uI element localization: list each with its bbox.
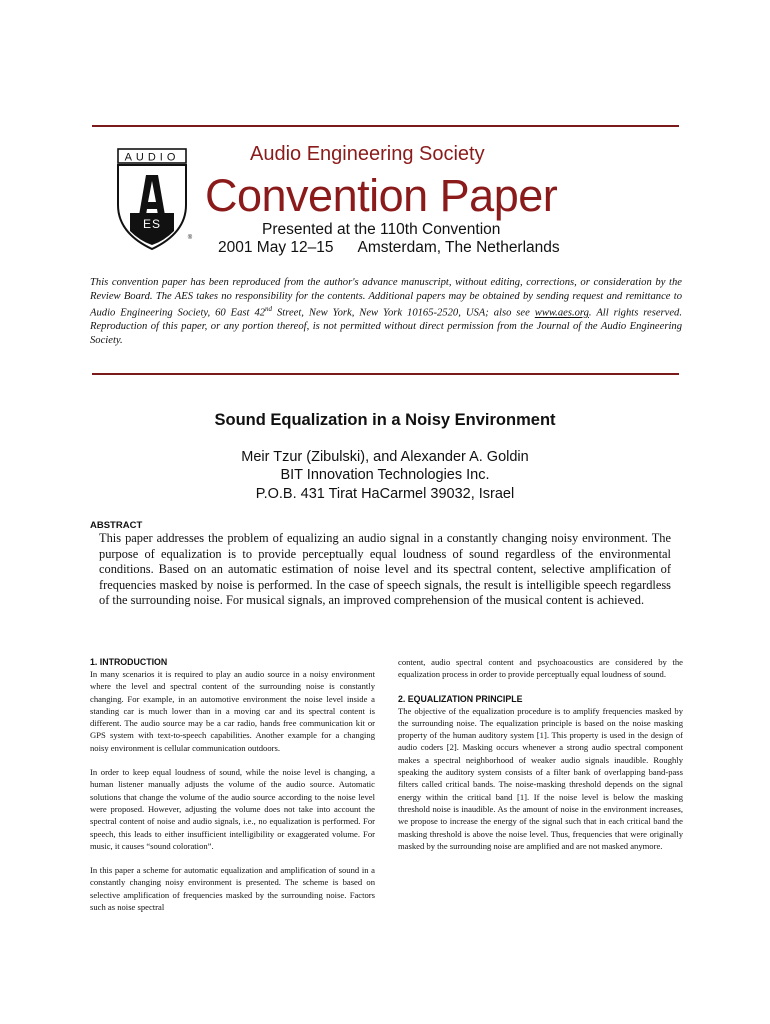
left-column: [90, 656, 375, 925]
aes-website-link[interactable]: www.aes.org: [534, 307, 589, 319]
equalization-paragraph: The objective of the equalization procedure is to amplify frequencies masked by the surrounding noise. The equalization principle is based on the noise masking property of the human auditory system [1]. This property is used in the design of audio coders [2]. Masking occurs whenever a strong audio spectral component makes a spectral neighborhood of weaker audio signals inaudible. Roughly speaking the auditory system consists of a filter bank of overlapping band-pass filters called critical bands. The noise-masking threshold depends on the signal energy within the critical band [1]. If the noise level is below the masking threshold noise is inaudible. As the amount of noise in the environment increases, we propose to increase the energy of the signal such that in each critical band the masking threshold is above the noise level. Thus, frequencies that were originally masked by the surrounding noise are amplified and are not masked anymore.: [398, 705, 683, 851]
right-column: [398, 656, 683, 864]
convention-date: 2001 May 12–15: [218, 239, 334, 256]
notice-superscript: nd: [265, 305, 273, 314]
paper-affiliation: BIT Innovation Technologies Inc.: [280, 467, 490, 483]
copyright-notice: [90, 276, 682, 348]
logo-top-text: AUDIO: [124, 151, 180, 164]
paper-address: P.O.B. 431 Tirat HaCarmel 39032, Israel: [255, 486, 515, 502]
notice-text-1: This convention paper has been reproduced from the author's advance manuscript, without editing, corrections, or consideration by the Review Board. The AES takes no responsibility for the contents. Additional papers may be obtained by sending request and remittance to Audio Engineering Society, 60 East 42: [90, 277, 682, 319]
header-divider: [92, 373, 679, 375]
notice-text-3: . All rights reserved. Reproduction of this paper, or any portion thereof, is not permitted without direct permission from the Journal of the Audio Engineering Society.: [90, 307, 683, 346]
introduction-paragraph-2: In order to keep equal loudness of sound, while the noise level is changing, a human listener manually adjusts the volume of the audio source. Automatic solutions that change the volume of the audio source according to the noise level were proposed. However, adjusting the volume does not take into account the spectral content of noise and audio signals, i.e., no equalization is performed. For speech, this leads to either insufficient intelligibility or exaggerated volume. For music, it causes “sound coloration”.: [90, 767, 375, 851]
paper-type-heading: Convention Paper: [205, 170, 558, 221]
notice-text-2: Street, New York, New York 10165-2520, USA; also see: [272, 307, 535, 319]
abstract-body: This paper addresses the problem of equalizing an audio signal in a constantly changing noisy environment. The purpose of equalization is to provide perceptually equal loudness of sound regardless of the environmental conditions. Based on an automatic estimation of noise level and its spectral content, selective amplification of frequencies masked by noise is performed. In the case of speech signals, the result is intelligible speech regardless of the surrounding noise. For musical signals, an improved comprehension of the musical content is achieved.: [99, 531, 671, 608]
top-divider: [92, 125, 679, 127]
introduction-paragraph-3: In this paper a scheme for automatic equalization and amplification of sound in a constantly changing noisy environment is presented. The scheme is based on selective amplification of frequencies masked by the surrounding noise. Factors such as noise spectral: [90, 865, 375, 913]
introduction-paragraph-1: In many scenarios it is required to play an audio source in a noisy environment where the level and spectral content of the surrounding noise is constantly changing. For example, in an automotive environment the noise level inside a standing car is much lower than in a moving car and its spectral content is different. The audio source may be a car radio, hands free communication kit or GPS system with text-to-speech capabilities. Another example for a changing noisy environment is cellular communication outdoors.: [90, 669, 375, 753]
aes-logo: [116, 147, 196, 253]
date-location-line: [218, 239, 560, 257]
paper-authors: Meir Tzur (Zibulski), and Alexander A. Goldin: [241, 449, 529, 465]
paper-title: Sound Equalization in a Noisy Environment: [214, 411, 556, 429]
introduction-heading: 1. INTRODUCTION: [90, 657, 168, 667]
convention-line: Presented at the 110th Convention: [262, 221, 501, 238]
registered-mark: ®: [187, 235, 193, 241]
convention-location: Amsterdam, The Netherlands: [357, 239, 560, 256]
society-name: Audio Engineering Society: [250, 143, 485, 165]
abstract-heading: ABSTRACT: [90, 520, 143, 531]
equalization-heading: 2. EQUALIZATION PRINCIPLE: [398, 693, 523, 704]
introduction-continuation: content, audio spectral content and psychoacoustics are considered by the equalization process in order to provide perceptually equal loudness of sound.: [398, 657, 683, 680]
logo-bottom-text: ES: [142, 217, 162, 231]
